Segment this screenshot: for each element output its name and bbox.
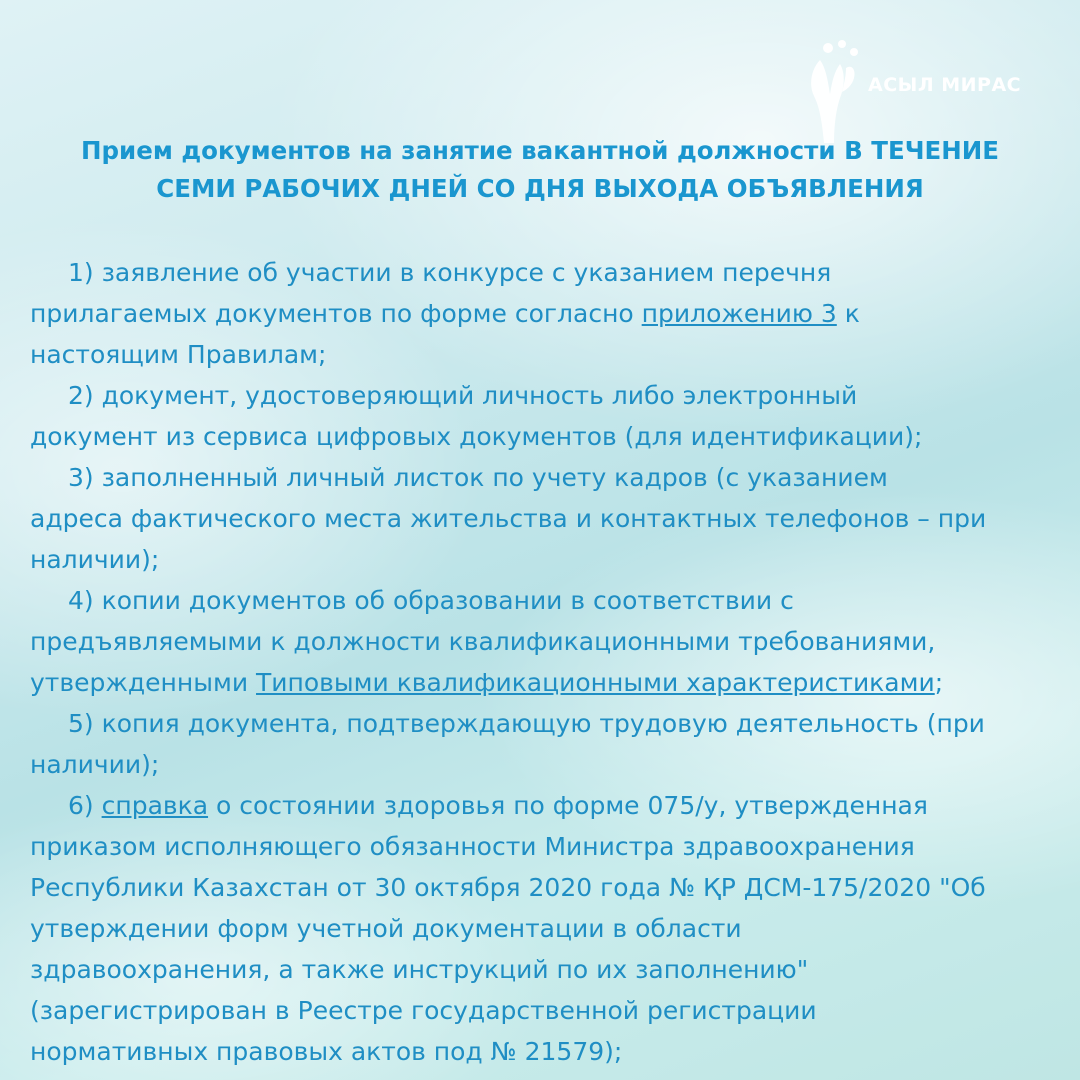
item-2-line-1: 2) документ, удостоверяющий личность либо электронный	[68, 381, 858, 410]
item-6-text: о состоянии здоровья по форме 075/у, утвержденная	[208, 791, 928, 820]
qualification-characteristics-link[interactable]: Типовыми квалификационными характеристиками	[256, 668, 935, 697]
item-2-line-2: документ из сервиса цифровых документов (для идентификации);	[30, 422, 923, 451]
item-6-line-2: приказом исполняющего обязанности Министра здравоохранения	[30, 832, 915, 861]
certificate-link[interactable]: справка	[101, 791, 209, 820]
item-5-line-1: 5) копия документа, подтверждающую трудовую деятельность (при	[68, 709, 985, 738]
item-3-line-2: адреса фактического места жительства и контактных телефонов – при	[30, 504, 987, 533]
appendix-3-link[interactable]: приложению 3	[641, 299, 837, 328]
item-4-line-3	[30, 662, 1054, 703]
item-6-line-5: здравоохранения, а также инструкций по их заполнению"	[30, 955, 809, 984]
title-line-1: Прием документов на занятие вакантной должности В ТЕЧЕНИЕ	[81, 136, 999, 165]
item-4-line-1: 4) копии документов об образовании в соответствии с	[68, 586, 794, 615]
item-6-line-7: нормативных правовых актов под № 21579);	[30, 1037, 623, 1066]
item-3-line-3: наличии);	[30, 545, 160, 574]
item-6-line-6: (зарегистрирован в Реестре государственной регистрации	[30, 996, 817, 1025]
item-6-number: 6)	[68, 791, 102, 820]
item-4-text: утвержденными	[30, 668, 257, 697]
item-6-line-4: утверждении форм учетной документации в области	[30, 914, 742, 943]
logo-text: АСЫЛ МИРАС	[868, 74, 1022, 96]
item-3-line-1: 3) заполненный личный листок по учету кадров (с указанием	[68, 463, 888, 492]
item-4-line-2: предъявляемыми к должности квалификационными требованиями,	[30, 627, 936, 656]
page-title	[30, 132, 1050, 208]
item-1-line-3: настоящим Правилам;	[30, 340, 327, 369]
document-list	[30, 252, 1054, 1072]
item-1-text-tail: к	[836, 299, 860, 328]
item-1-line-2	[30, 293, 1054, 334]
item-1-line-1: 1) заявление об участии в конкурсе с указанием перечня	[68, 258, 832, 287]
item-4-text-tail: ;	[934, 668, 944, 697]
item-6-line-3: Республики Казахстан от 30 октября 2020 года № ҚР ДСМ-175/2020 "Об	[30, 873, 986, 902]
item-6-line-1	[30, 785, 1054, 826]
item-1-text: прилагаемых документов по форме согласно	[30, 299, 642, 328]
title-line-2: СЕМИ РАБОЧИХ ДНЕЙ СО ДНЯ ВЫХОДА ОБЪЯВЛЕНИЯ	[156, 174, 924, 203]
item-5-line-2: наличии);	[30, 750, 160, 779]
